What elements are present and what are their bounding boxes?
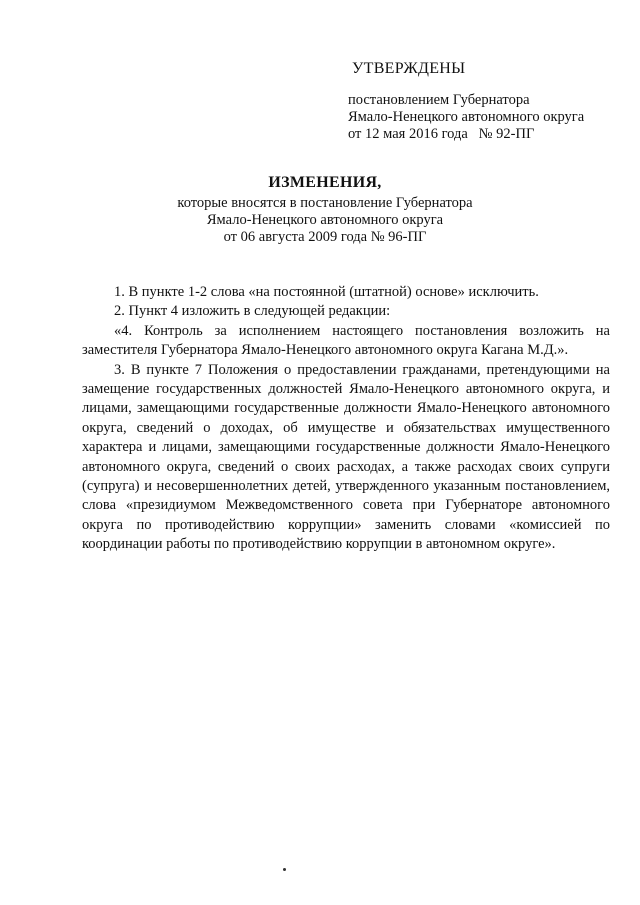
paragraph-3: «4. Контроль за исполнением настоящего постановления возложить на заместителя Губернатора Ямало-Ненецкого автономного округа Кагана М.Д.». [82,322,610,359]
document-title: ИЗМЕНЕНИЯ, [268,174,382,191]
paragraph-2: 2. Пункт 4 изложить в следующей редакции: [114,303,391,320]
page-mark [283,868,286,871]
document-body [82,283,610,555]
paragraph-4: 3. В пункте 7 Положения о предоставлении гражданами, претендующими на замещение государственных должностей Ямало-Ненецкого автономного округа, и лицами, замещающими государственные должности Ямало-Ненецкого автономного округа, сведений о доходах, об имуществе и обязательствах имущественного характера и лицами, замещающими государственные должности Ямало-Ненецкого автономного округа, сведений о своих расходах, а также расходах своих супруги (супруга) и несовершеннолетних детей, утвержденного указанным постановлением, слова «президиумом Межведомственного совета при Губернаторе автономного округа по противодействию коррупции» заменить словами «комиссией по координации работы по противодействию коррупции в автономном округе». [82,361,610,553]
approval-heading: УТВЕРЖДЕНЫ [352,60,466,77]
title-line-2: Ямало-Ненецкого автономного округа [206,212,444,228]
paragraph-1: 1. В пункте 1-2 слова «на постоянной (штатной) основе» исключить. [114,284,539,300]
title-line-1: которые вносятся в постановление Губернатора [177,195,473,211]
approval-line-1: постановлением Губернатора [348,92,530,108]
approval-line-2: Ямало-Ненецкого автономного округа [348,109,585,125]
approval-line-3: от 12 мая 2016 года № 92-ПГ [348,126,535,142]
title-line-3: от 06 августа 2009 года № 96-ПГ [223,229,427,245]
